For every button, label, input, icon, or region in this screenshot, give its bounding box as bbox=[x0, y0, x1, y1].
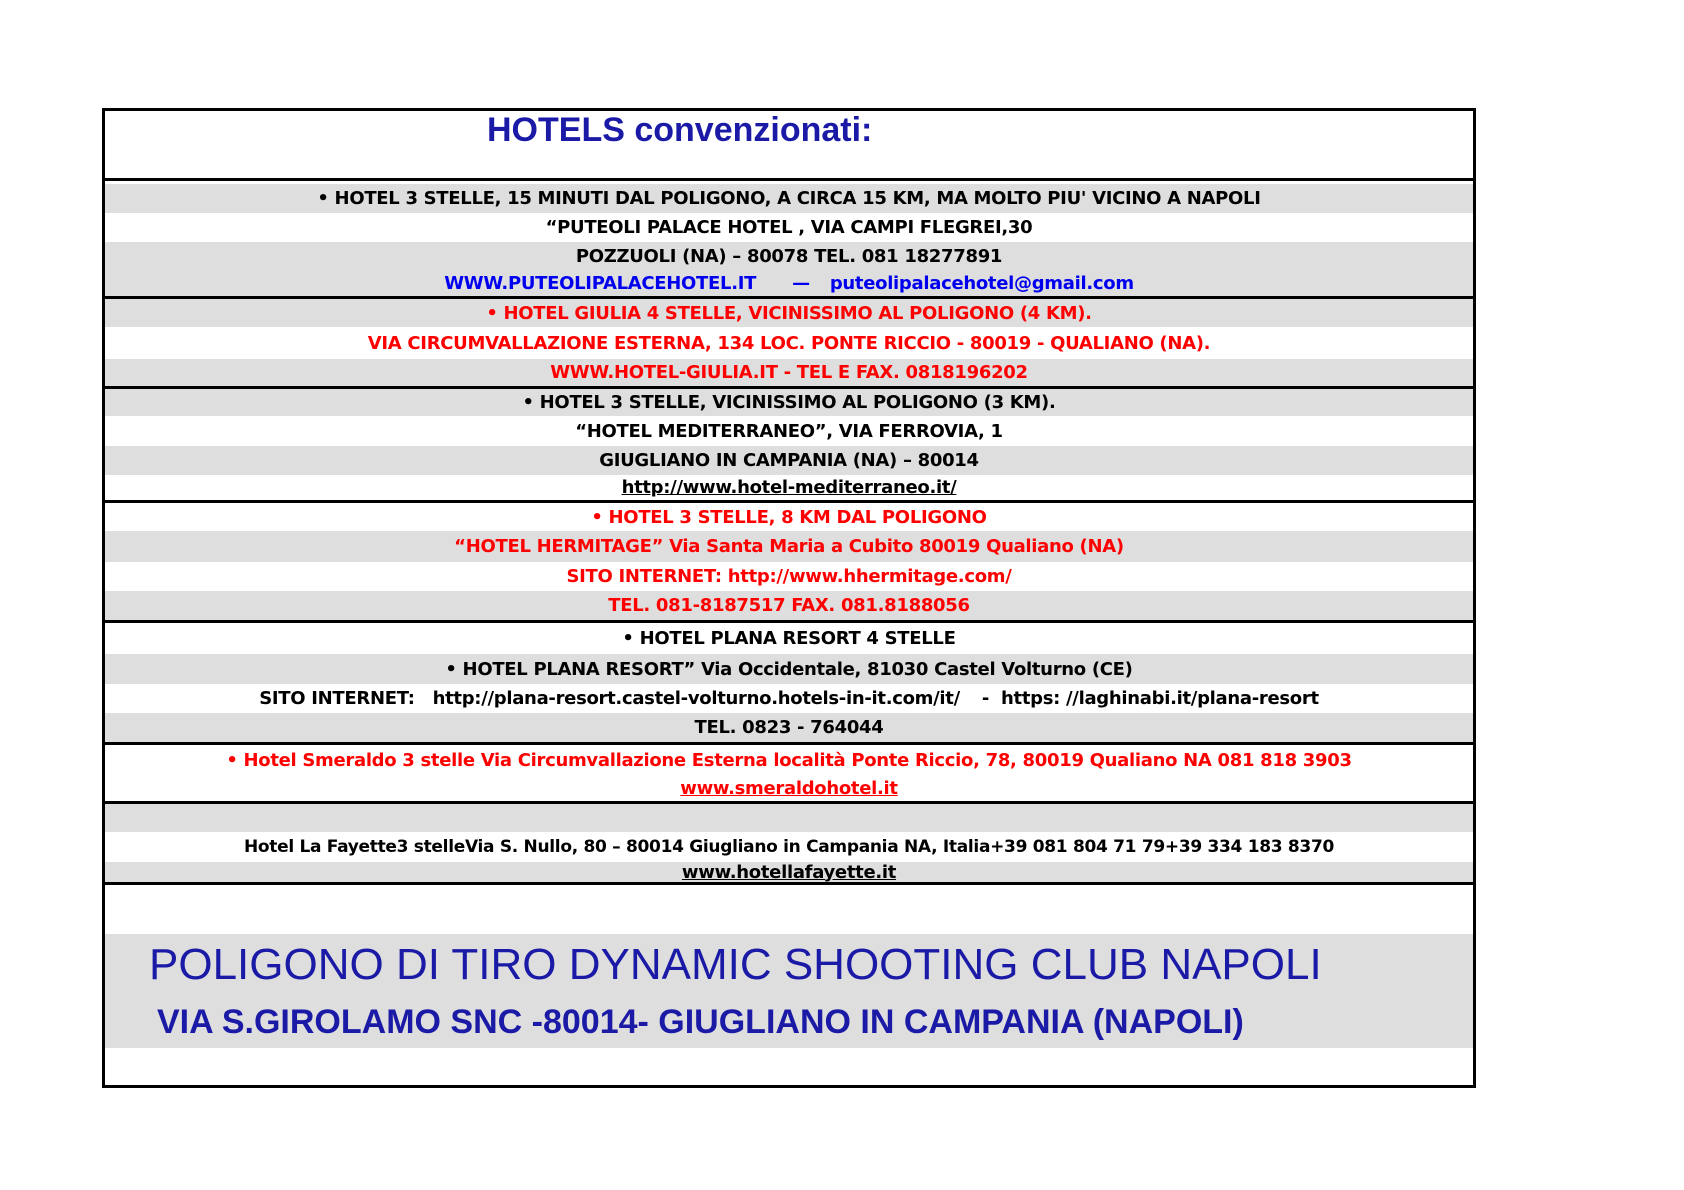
hotel-1-line3 bbox=[105, 242, 1473, 271]
hotel-5-line4 bbox=[105, 713, 1473, 742]
club-address: VIA S.GIROLAMO SNC -80014- GIUGLIANO IN CAMPANIA (NAPOLI) bbox=[157, 1002, 1244, 1041]
hotel-5-address: • HOTEL PLANA RESORT” Via Occidentale, 81030 Castel Volturno (CE) bbox=[445, 658, 1133, 680]
hotel-2-line1 bbox=[105, 299, 1473, 327]
hotel-2-line2 bbox=[105, 327, 1473, 359]
hotel-4-line4 bbox=[105, 591, 1473, 620]
hotel-1-name: “PUTEOLI PALACE HOTEL , VIA CAMPI FLEGREI,30 bbox=[545, 217, 1033, 238]
hotel-4-line3 bbox=[105, 562, 1473, 591]
hotels-table bbox=[102, 108, 1476, 1088]
hotel-7-line1 bbox=[105, 832, 1473, 862]
hotel-4-phone: TEL. 081-8187517 FAX. 081.8188056 bbox=[608, 595, 970, 616]
hotel-3-line4 bbox=[105, 475, 1473, 500]
hotel-1-email-link[interactable]: puteolipalacehotel@gmail.com bbox=[829, 273, 1134, 294]
club-name: POLIGONO DI TIRO DYNAMIC SHOOTING CLUB NAPOLI bbox=[149, 940, 1322, 989]
hotel-1-line2 bbox=[105, 213, 1473, 242]
hotel-1-website-link[interactable]: WWW.PUTEOLIPALACEHOTEL.IT bbox=[444, 273, 757, 294]
empty-row bbox=[105, 804, 1473, 832]
hotel-7-line2 bbox=[105, 862, 1473, 882]
hotel-4-line1 bbox=[105, 503, 1473, 531]
hotel-3-address: GIUGLIANO IN CAMPANIA (NA) – 80014 bbox=[599, 450, 979, 471]
hotel-7-website-link[interactable]: www.hotellafayette.it bbox=[681, 861, 897, 883]
hotel-3-line2 bbox=[105, 416, 1473, 446]
hotel-2-line3 bbox=[105, 359, 1473, 386]
page-title: HOTELS convenzionati: bbox=[487, 111, 873, 149]
hotel-3-desc: • HOTEL 3 STELLE, VICINISSIMO AL POLIGONO (3 KM). bbox=[522, 392, 1056, 413]
divider bbox=[105, 882, 1473, 885]
hotel-6-website-link[interactable]: www.smeraldohotel.it bbox=[680, 777, 898, 799]
hotel-2-address: VIA CIRCUMVALLAZIONE ESTERNA, 134 LOC. PONTE RICCIO - 80019 - QUALIANO (NA). bbox=[367, 332, 1211, 354]
hotel-1-contacts bbox=[105, 271, 1473, 296]
hotel-1-line1 bbox=[105, 184, 1473, 213]
hotel-7-desc: Hotel La Fayette3 stelleVia S. Nullo, 80 – 80014 Giugliano in Campania NA, Italia+39 081 804 71 79+39 334 183 8370 bbox=[243, 837, 1335, 857]
hotel-5-line2 bbox=[105, 654, 1473, 684]
hotel-5-site-label: SITO INTERNET: bbox=[259, 688, 415, 709]
hotel-1-dash: — bbox=[792, 273, 810, 294]
club-address-row bbox=[105, 996, 1473, 1048]
hotel-3-line3 bbox=[105, 446, 1473, 475]
hotel-6-desc: • Hotel Smeraldo 3 stelle Via Circumvallazione Esterna località Ponte Riccio, 78, 80019 Qualiano NA 081 818 3903 bbox=[226, 749, 1352, 771]
hotel-1-address: POZZUOLI (NA) – 80078 TEL. 081 18277891 bbox=[575, 246, 1003, 267]
hotel-6-line2 bbox=[105, 775, 1473, 801]
hotel-6-line1 bbox=[105, 745, 1473, 775]
hotel-5-phone: TEL. 0823 - 764044 bbox=[694, 717, 884, 738]
club-name-row bbox=[105, 934, 1473, 996]
hotel-5-website-link-2[interactable]: https: //laghinabi.it/plana-resort bbox=[1001, 688, 1319, 709]
hotel-5-website-link[interactable]: http://plana-resort.castel-volturno.hotels-in-it.com/it/ bbox=[432, 688, 960, 709]
hotel-4-website[interactable]: SITO INTERNET: http://www.hhermitage.com/ bbox=[566, 566, 1012, 587]
hotel-2-desc: • HOTEL GIULIA 4 STELLE, VICINISSIMO AL POLIGONO (4 KM). bbox=[486, 302, 1092, 324]
hotel-3-line1 bbox=[105, 389, 1473, 416]
hotel-5-line3 bbox=[105, 684, 1473, 713]
hotel-5-site-sep: - bbox=[981, 688, 990, 709]
hotel-3-website-link[interactable]: http://www.hotel-mediterraneo.it/ bbox=[621, 477, 957, 498]
table-header bbox=[105, 111, 1473, 181]
hotel-3-name: “HOTEL MEDITERRANEO”, VIA FERROVIA, 1 bbox=[575, 420, 1003, 442]
hotel-2-contacts: WWW.HOTEL-GIULIA.IT - TEL E FAX. 0818196202 bbox=[550, 362, 1028, 383]
hotel-5-desc: • HOTEL PLANA RESORT 4 STELLE bbox=[622, 628, 956, 649]
hotel-1-desc: • HOTEL 3 STELLE, 15 MINUTI DAL POLIGONO, A CIRCA 15 KM, MA MOLTO PIU' VICINO A NAPOLI bbox=[317, 188, 1261, 209]
hotel-4-name: “HOTEL HERMITAGE” Via Santa Maria a Cubito 80019 Qualiano (NA) bbox=[454, 536, 1124, 557]
hotel-4-line2 bbox=[105, 531, 1473, 562]
hotel-4-desc: • HOTEL 3 STELLE, 8 KM DAL POLIGONO bbox=[591, 506, 987, 528]
hotel-5-line1 bbox=[105, 623, 1473, 654]
